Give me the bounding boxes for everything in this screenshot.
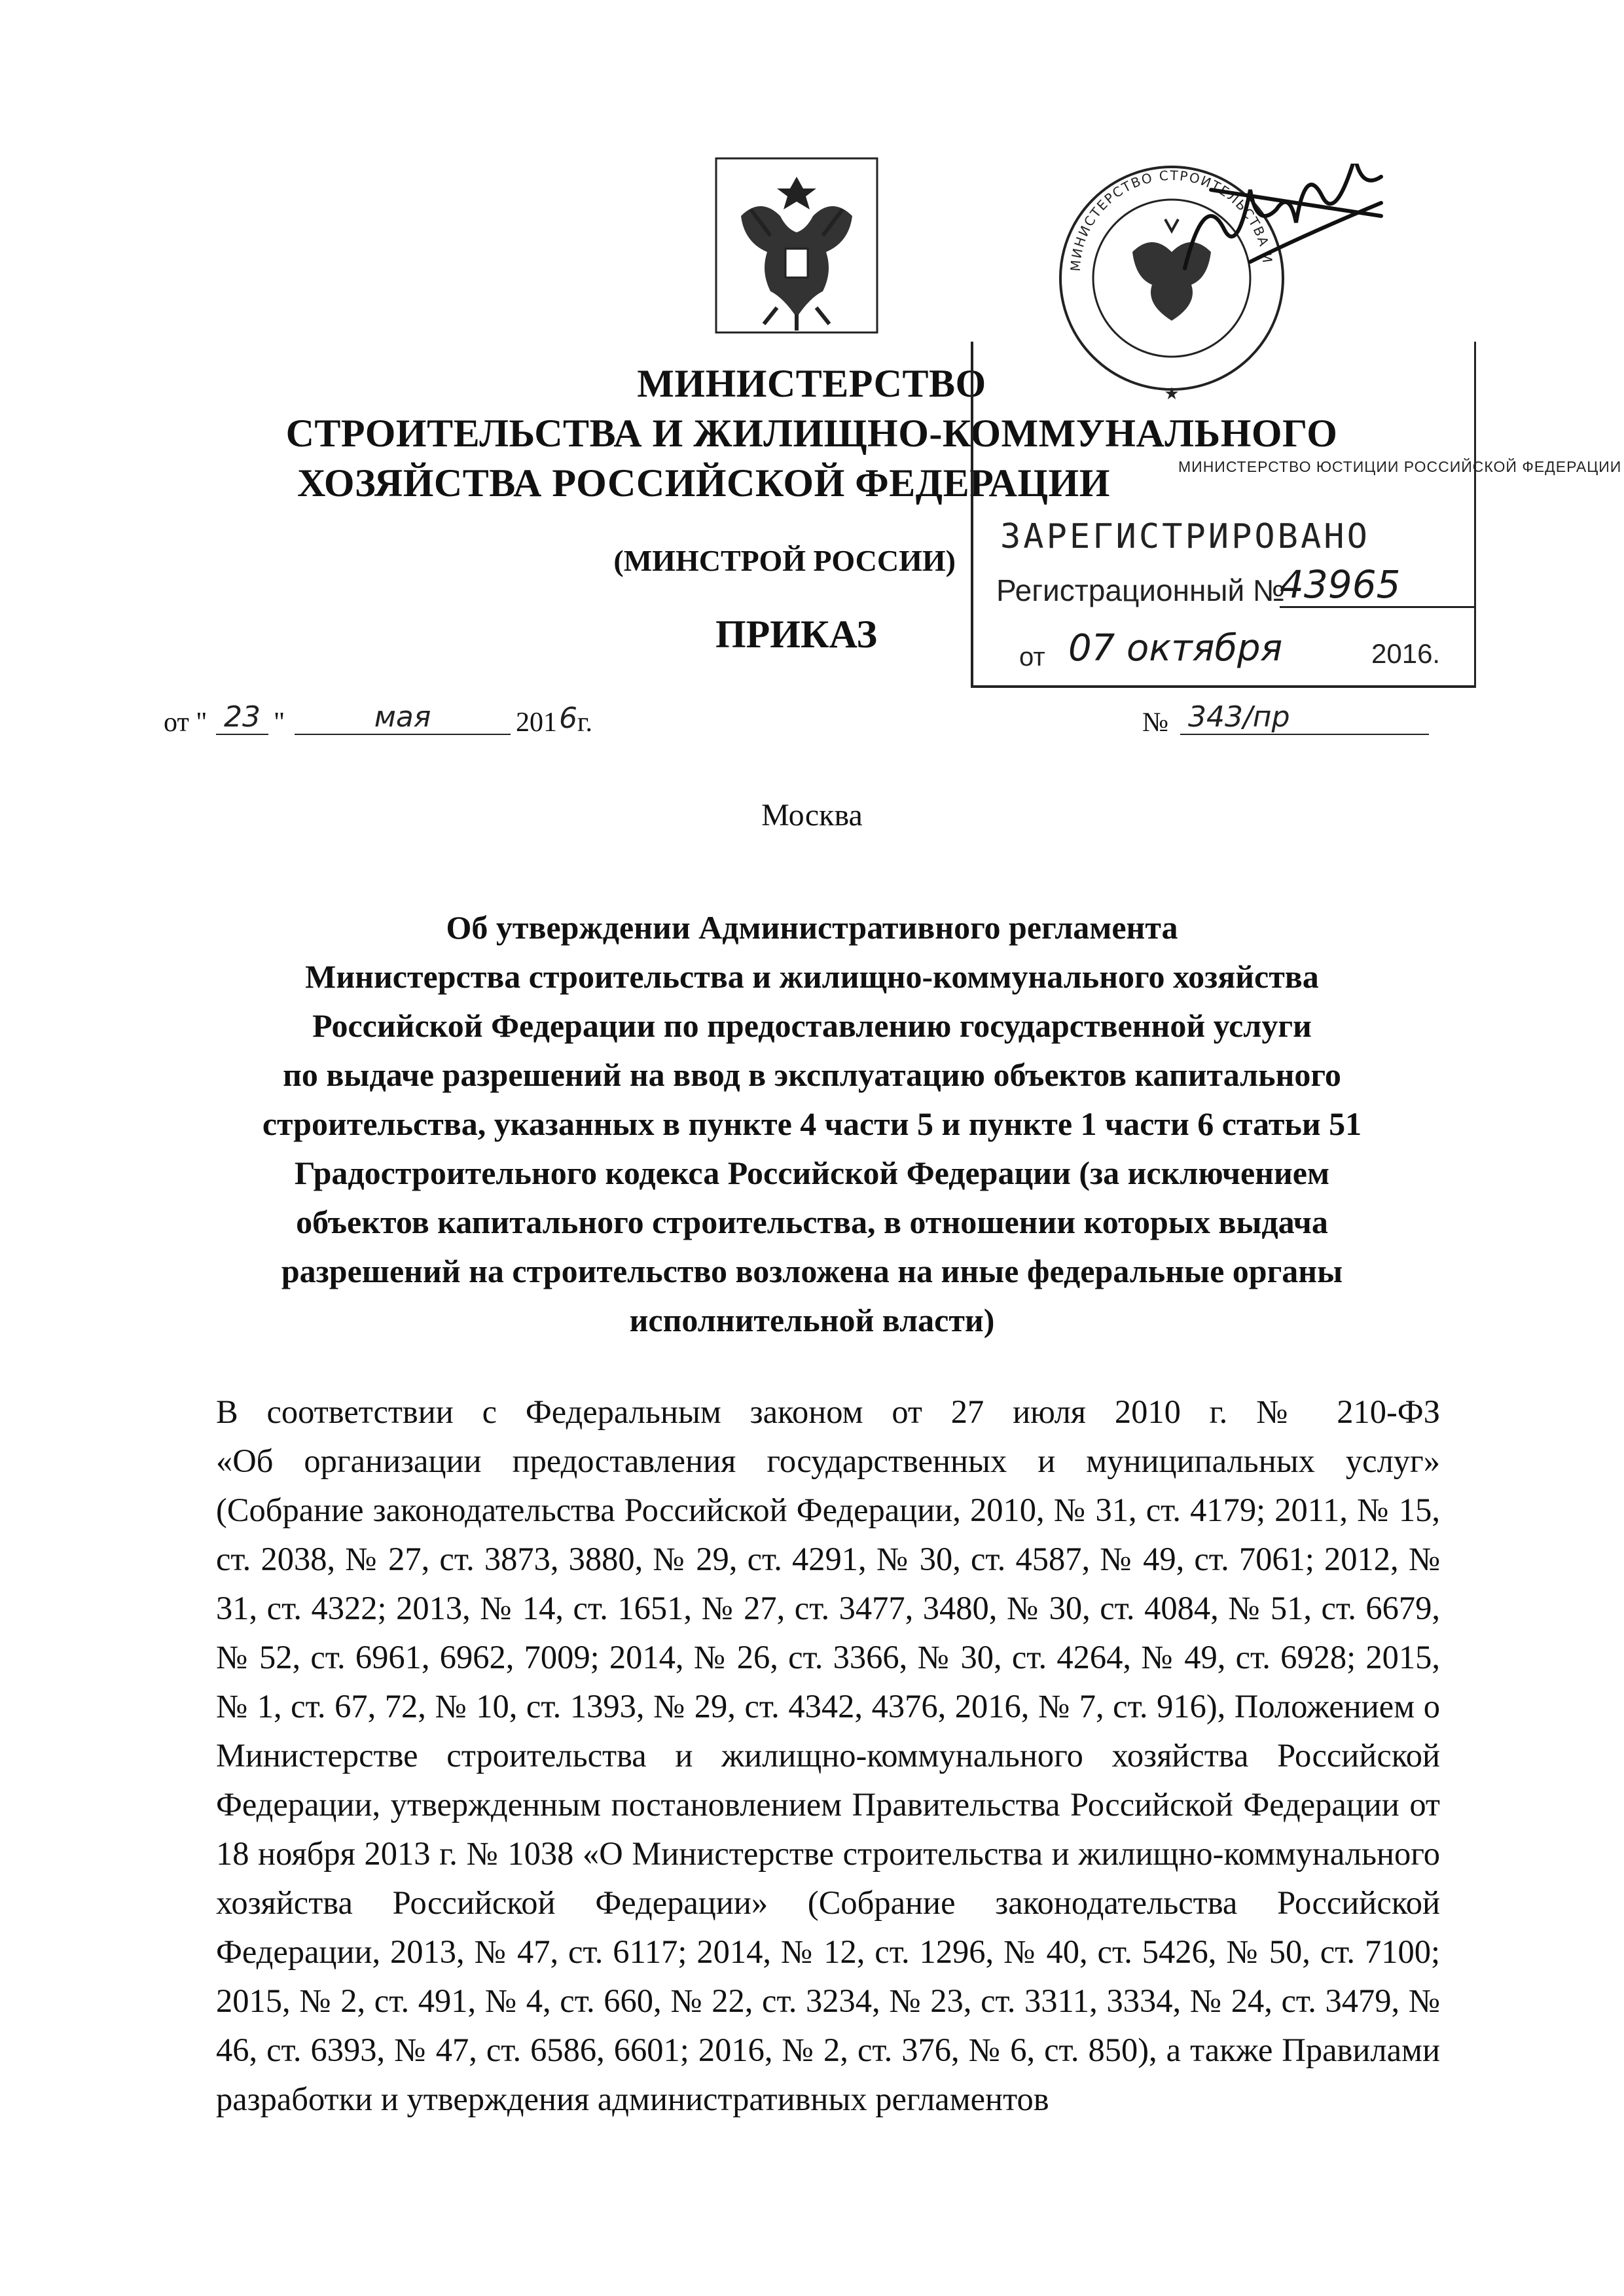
subject-line: исполнительной власти) [629, 1302, 995, 1338]
number-sign: № [1142, 708, 1169, 738]
registration-stamp-justice: МИНИСТЕРСТВО ЮСТИЦИИ РОССИЙСКОЙ ФЕДЕРАЦИИ [1178, 458, 1622, 475]
order-title: ПРИКАЗ [715, 613, 877, 656]
date-day: 23 [216, 700, 268, 735]
date-suffix: г. [577, 708, 592, 738]
subject-line: Об утверждении Административного регламента [446, 909, 1178, 946]
ministry-line-1: МИНИСТЕРСТВО [637, 362, 986, 405]
subject-line: по выдаче разрешений на ввод в эксплуатацию объектов капитального [283, 1056, 1341, 1093]
seal-text: МИНИСТЕРСТВО СТРОИТЕЛЬСТВА И [1067, 167, 1276, 272]
subject-line: объектов капитального строительства, в отношении которых выдача [296, 1204, 1328, 1240]
double-headed-eagle-icon [715, 157, 878, 334]
registration-date-label: от [1019, 643, 1045, 672]
date-prefix: от " [164, 708, 208, 738]
signature-icon [1172, 164, 1407, 295]
svg-text:★: ★ [1164, 384, 1180, 403]
body-rest: «Об организации предоставления государственных и муниципальных услуг» (Собрание законодательства Российской Федерации, 2010, № 31, ст. 4179; 2011, № 15, ст. 2038, № 27, ст. 3873, 3880, № 29, ст. 4291, № 30, ст. 4587, № 49, ст. 7061; 2012, № 31, ст. 4322; 2013, № 14, ст. 1651, № 27, ст. 3477, 3480, № 30, ст. 4084, № 51, ст. 6679, № 52, ст. 6961, 6962, 7009; 2014, № 26, ст. 3366, № 30, ст. 4264, № 49, ст. 6928; 2015, № 1, ст. 67, 72, № 10, ст. 1393, № 29, ст. 4342, 4376, 2016, № 7, ст. 916), Положением о Министерстве строительства и жилищно-коммунального хозяйства Российской Федерации, утвержденным постановлением Правительства Российской Федерации от 18 ноября 2013 г. № 1038 «О Министерстве строительства и жилищно-коммунального хозяйства Российской Федерации» (Собрание законодательства Российской Федерации, 2013, № 47, ст. 6117; 2014, № 12, ст. 1296, № 40, ст. 5426, № 50, ст. 7100; 2015, № 2, ст. 491, № 4, ст. 660, № 22, ст. 3234, № 23, ст. 3311, 3334, № 24, ст. 3479, № 46, ст. 6393, № 47, ст. 6586, 6601; 2016, № 2, ст. 376, № 6, ст. 850), а также Правилами разработки и утверждения административных регламентов [216, 1443, 1440, 2117]
registration-number: 43965 [1280, 563, 1476, 608]
registration-number-label: Регистрационный № [996, 573, 1286, 607]
body-first-line-text: В соответствии с Федеральным законом от 27 июля 2010 г. № 210-ФЗ [216, 1393, 1440, 1430]
number-value: 343/пр [1180, 700, 1429, 735]
order-number [1142, 700, 1437, 753]
order-subject [131, 903, 1493, 1345]
subject-line: Министерства строительства и жилищно-коммунального хозяйства [305, 958, 1319, 995]
registration-date: 07 октября [1068, 627, 1283, 670]
subject-line: Российской Федерации по предоставлению государственной услуги [312, 1007, 1312, 1044]
subject-line: разрешений на строительство возложена на иные федеральные органы [281, 1253, 1343, 1289]
registration-year: 2016. [1371, 638, 1441, 669]
date-month: мая [295, 700, 511, 735]
signature [1172, 164, 1407, 295]
city: Москва [761, 798, 863, 833]
subject-line: строительства, указанных в пункте 4 части 5 и пункте 1 части 6 статьи 51 [262, 1105, 1362, 1142]
body-paragraph [216, 1388, 1440, 2124]
date-year-digit: 6 [559, 702, 577, 735]
registration-stamp-registered: ЗАРЕГИСТРИРОВАНО [1000, 517, 1370, 556]
ministry-line-3: ХОЗЯЙСТВА РОССИЙСКОЙ ФЕДЕРАЦИИ [297, 461, 1110, 505]
coat-of-arms-emblem [715, 157, 878, 334]
ministry-line-2: СТРОИТЕЛЬСТВА И ЖИЛИЩНО-КОММУНАЛЬНОГО [285, 412, 1338, 455]
date-quote: " [274, 708, 285, 738]
body-first-line [216, 1388, 1440, 1437]
subject-line: Градостроительного кодекса Российской Федерации (за исключением [294, 1155, 1330, 1191]
ministry-abbreviation: (МИНСТРОЙ РОССИИ) [613, 544, 956, 577]
order-date [164, 700, 818, 753]
date-year-prefix: 201 [516, 708, 557, 738]
